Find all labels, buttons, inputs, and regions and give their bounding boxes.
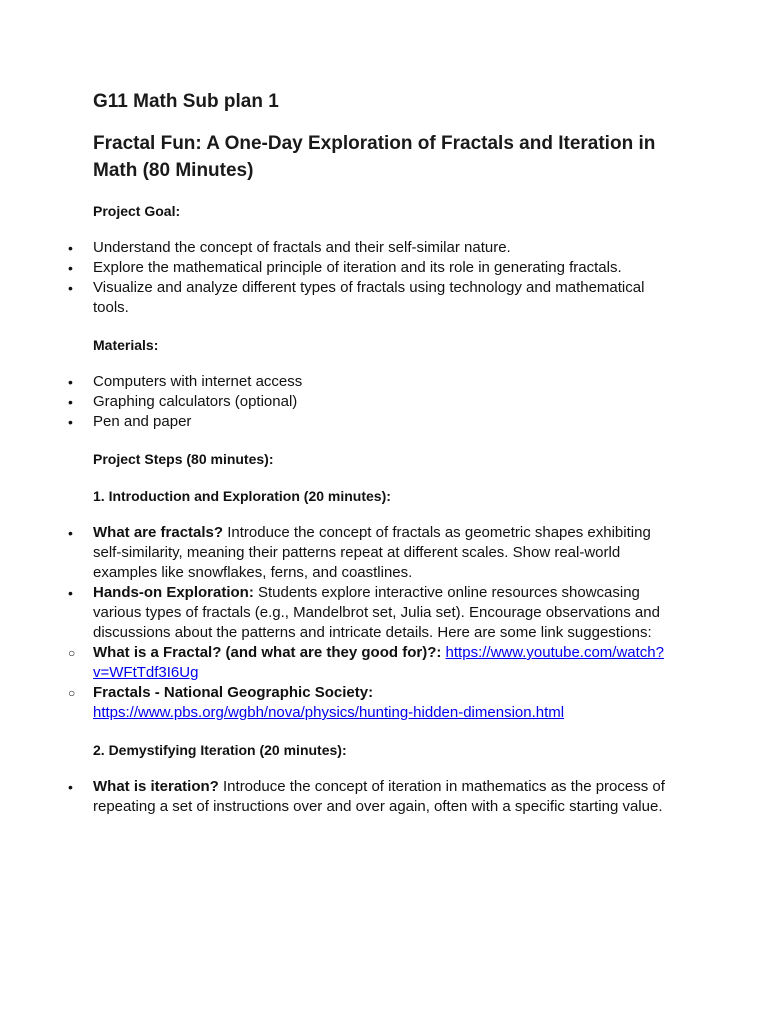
- materials-item-text: Graphing calculators (optional): [93, 393, 298, 410]
- bullet-disc-icon: •: [68, 414, 73, 430]
- link-label: Fractals - National Geographic Society:: [93, 684, 374, 701]
- item-text: Introduce the concept of iteration in mathematics as the process of repeating a set of instructions over and over again, often with a specific starting value.: [93, 778, 665, 815]
- steps-heading: Project Steps (80 minutes):: [93, 451, 274, 467]
- item-bold-lead: What are fractals?: [93, 524, 224, 541]
- list-item: [68, 643, 683, 683]
- bullet-disc-icon: •: [68, 280, 73, 296]
- item-bold-lead: What is iteration?: [93, 778, 219, 795]
- list-item: [68, 392, 683, 412]
- bullet-disc-icon: •: [68, 394, 73, 410]
- step2-list: [68, 777, 683, 817]
- pbs-link[interactable]: https://www.pbs.org/wgbh/nova/physics/hunting-hidden-dimension.html: [93, 704, 565, 721]
- materials-item-text: Pen and paper: [93, 413, 192, 430]
- materials-list: [68, 372, 683, 432]
- list-item: [68, 412, 683, 432]
- bullet-disc-icon: •: [68, 260, 73, 276]
- bullet-disc-icon: •: [68, 374, 73, 390]
- document-body: [68, 89, 683, 817]
- materials-heading: Materials:: [93, 337, 159, 353]
- step2-heading: 2. Demystifying Iteration (20 minutes):: [93, 742, 347, 758]
- bullet-disc-icon: •: [68, 585, 73, 601]
- list-item: [68, 258, 683, 278]
- step1-list: [68, 523, 683, 723]
- goal-item-text: Visualize and analyze different types of fractals using technology and mathematical tools.: [93, 279, 645, 316]
- bullet-circle-icon: ○: [68, 686, 76, 700]
- goal-list: [68, 238, 683, 318]
- list-item: [68, 583, 683, 643]
- link-label: What is a Fractal? (and what are they good for)?:: [93, 644, 442, 661]
- goal-item-text: Explore the mathematical principle of iteration and its role in generating fractals.: [93, 259, 622, 276]
- goal-item-text: Understand the concept of fractals and their self-similar nature.: [93, 239, 511, 256]
- youtube-link[interactable]: https://www.youtube.com/watch?v=WFtTdf3I6Ug: [93, 644, 664, 681]
- list-item: [68, 683, 683, 723]
- materials-item-text: Computers with internet access: [93, 373, 303, 390]
- step1-heading: 1. Introduction and Exploration (20 minutes):: [93, 488, 391, 504]
- document-subtitle: Fractal Fun: A One-Day Exploration of Fractals and Iteration in Math (80 Minutes): [93, 133, 656, 181]
- document-title: G11 Math Sub plan 1: [93, 91, 279, 112]
- list-item: [68, 523, 683, 583]
- item-bold-lead: Hands-on Exploration:: [93, 584, 254, 601]
- bullet-disc-icon: •: [68, 240, 73, 256]
- goal-heading: Project Goal:: [93, 203, 181, 219]
- list-item: [68, 278, 683, 318]
- list-item: [68, 372, 683, 392]
- item-text: Students explore interactive online resources showcasing various types of fractals (e.g., Mandelbrot set, Julia set). Encourage observations and discussions about the patterns and intricate details. Here are some link suggestions:: [93, 584, 660, 641]
- bullet-disc-icon: •: [68, 779, 73, 795]
- bullet-disc-icon: •: [68, 525, 73, 541]
- item-text: Introduce the concept of fractals as geometric shapes exhibiting self-similarity, meaning their patterns repeat at different scales. Show real-world examples like snowflakes, ferns, and coastlines.: [93, 524, 651, 581]
- list-item: [68, 777, 683, 817]
- list-item: [68, 238, 683, 258]
- bullet-circle-icon: ○: [68, 646, 76, 660]
